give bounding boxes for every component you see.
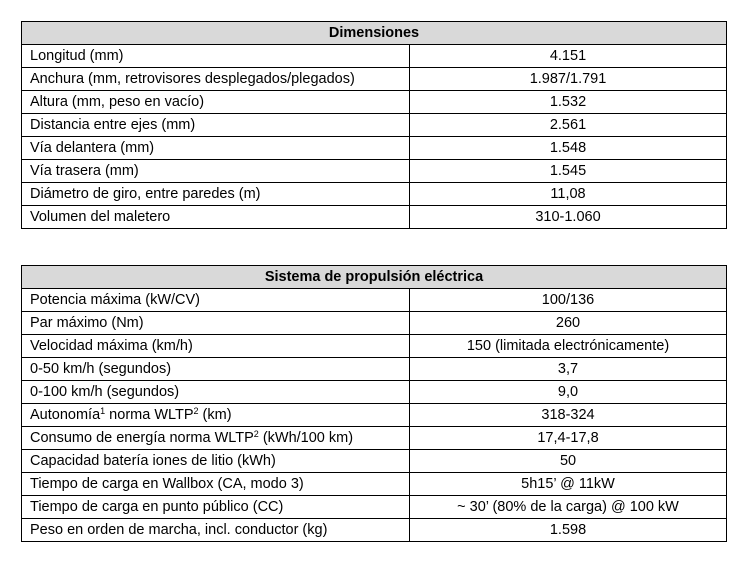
row-label: 0-100 km/h (segundos)	[22, 381, 410, 404]
row-label: Par máximo (Nm)	[22, 312, 410, 335]
row-label: Capacidad batería iones de litio (kWh)	[22, 450, 410, 473]
dimensions-title: Dimensiones	[22, 22, 727, 45]
table-row	[22, 114, 727, 137]
table-row	[22, 473, 727, 496]
row-value: 150 (limitada electrónicamente)	[410, 335, 727, 358]
label-text: Autonomía	[30, 407, 101, 423]
row-label: Velocidad máxima (km/h)	[22, 335, 410, 358]
row-label	[22, 427, 410, 450]
table-row	[22, 45, 727, 68]
row-value: 50	[410, 450, 727, 473]
row-value: 9,0	[410, 381, 727, 404]
footnote-marker: 2	[193, 406, 199, 416]
row-label: Anchura (mm, retrovisores desplegados/plegados)	[22, 68, 410, 91]
label-text: Consumo de energía norma WLTP	[30, 430, 254, 446]
table-row	[22, 450, 727, 473]
row-value: 2.561	[410, 114, 727, 137]
table-row	[22, 404, 727, 427]
table-row	[22, 427, 727, 450]
row-value: 1.548	[410, 137, 727, 160]
footnote-marker: 2	[253, 429, 259, 439]
table-row	[22, 519, 727, 542]
row-value: 1.987/1.791	[410, 68, 727, 91]
table-row	[22, 91, 727, 114]
table-row	[22, 68, 727, 91]
propulsion-table	[21, 265, 727, 542]
row-value: 1.598	[410, 519, 727, 542]
row-value: 5h15’ @ 11kW	[410, 473, 727, 496]
row-value: 1.545	[410, 160, 727, 183]
row-label: Tiempo de carga en Wallbox (CA, modo 3)	[22, 473, 410, 496]
row-value: 11,08	[410, 183, 727, 206]
propulsion-title: Sistema de propulsión eléctrica	[22, 266, 727, 289]
table-row	[22, 137, 727, 160]
row-label: Altura (mm, peso en vacío)	[22, 91, 410, 114]
row-value: 1.532	[410, 91, 727, 114]
row-value: 260	[410, 312, 727, 335]
row-label: 0-50 km/h (segundos)	[22, 358, 410, 381]
row-value: 100/136	[410, 289, 727, 312]
label-text: norma WLTP	[105, 407, 194, 423]
dimensions-table	[21, 21, 727, 229]
table-row	[22, 160, 727, 183]
table-row	[22, 335, 727, 358]
row-label: Peso en orden de marcha, incl. conductor (kg)	[22, 519, 410, 542]
table-row	[22, 381, 727, 404]
label-text: (km)	[198, 407, 232, 423]
row-label: Vía delantera (mm)	[22, 137, 410, 160]
row-label	[22, 404, 410, 427]
table-header-row	[22, 22, 727, 45]
row-value: 310-1.060	[410, 206, 727, 229]
table-row	[22, 358, 727, 381]
row-value: 318-324	[410, 404, 727, 427]
label-text: (kWh/100 km)	[258, 430, 354, 446]
row-label: Volumen del maletero	[22, 206, 410, 229]
row-value: ~ 30’ (80% de la carga) @ 100 kW	[410, 496, 727, 519]
table-row	[22, 206, 727, 229]
table-row	[22, 289, 727, 312]
row-label: Tiempo de carga en punto público (CC)	[22, 496, 410, 519]
table-header-row	[22, 266, 727, 289]
row-label: Diámetro de giro, entre paredes (m)	[22, 183, 410, 206]
table-row	[22, 312, 727, 335]
row-label: Longitud (mm)	[22, 45, 410, 68]
table-row	[22, 183, 727, 206]
row-label: Vía trasera (mm)	[22, 160, 410, 183]
row-value: 17,4-17,8	[410, 427, 727, 450]
footnote-marker: 1	[100, 406, 106, 416]
table-row	[22, 496, 727, 519]
row-label: Distancia entre ejes (mm)	[22, 114, 410, 137]
row-value: 4.151	[410, 45, 727, 68]
row-label: Potencia máxima (kW/CV)	[22, 289, 410, 312]
row-value: 3,7	[410, 358, 727, 381]
